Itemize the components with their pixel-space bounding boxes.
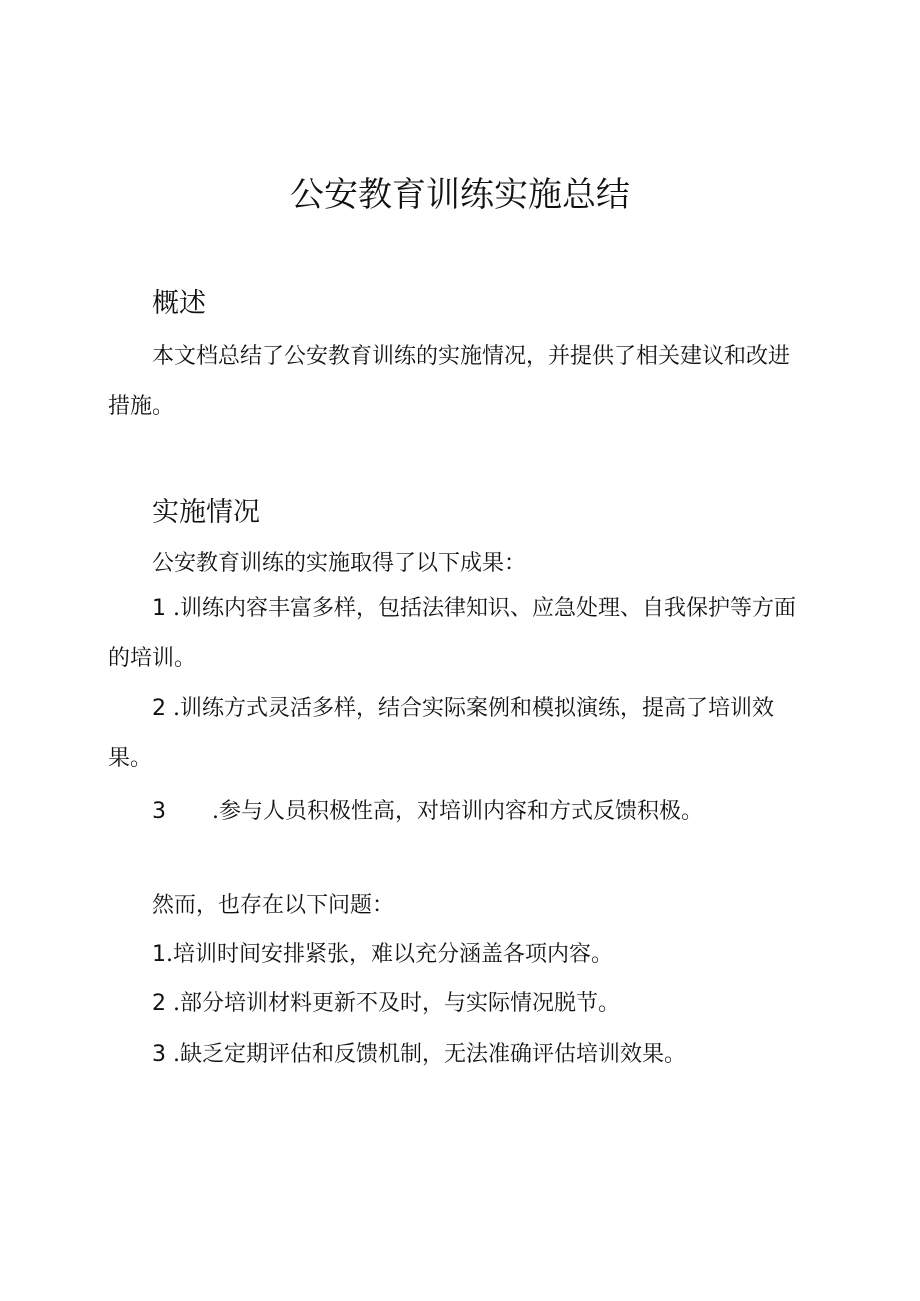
implementation-intro: 公安教育训练的实施取得了以下成果：: [152, 551, 527, 576]
achievement-text: .参与人员积极性高，对培训内容和方式反馈积极。: [212, 799, 703, 824]
achievement-text: .训练内容丰富多样，包括法律知识、应急处理、自我保护等方面的培训。: [108, 596, 796, 671]
achievement-text: .训练方式灵活多样，结合实际案例和模拟演练，提高了培训效果。: [108, 696, 774, 771]
problem-number: 3: [152, 1042, 166, 1067]
problem-item-3: [152, 1040, 686, 1070]
achievement-number: 1: [152, 596, 166, 621]
achievement-item-3: [152, 797, 703, 827]
achievement-number: 3: [152, 799, 166, 824]
problem-item-2: [152, 989, 620, 1019]
overview-heading: 概述: [152, 288, 206, 319]
problem-item-1: [152, 940, 613, 970]
achievement-number: 2: [152, 696, 166, 721]
implementation-heading: 实施情况: [152, 497, 260, 528]
problem-number: 2: [152, 991, 166, 1016]
achievement-item-2: [108, 684, 808, 784]
problem-text: .培训时间安排紧张，难以充分涵盖各项内容。: [166, 942, 613, 967]
achievement-item-1: [108, 584, 808, 684]
document-title: 公安教育训练实施总结: [290, 175, 630, 215]
problem-text: .缺乏定期评估和反馈机制，无法准确评估培训效果。: [173, 1042, 686, 1067]
overview-paragraph: 本文档总结了公安教育训练的实施情况，并提供了相关建议和改进措施。: [108, 344, 791, 419]
problem-text: .部分培训材料更新不及时，与实际情况脱节。: [173, 991, 620, 1016]
problem-number: 1: [152, 942, 166, 967]
problems-intro: 然而，也存在以下问题：: [152, 893, 395, 918]
